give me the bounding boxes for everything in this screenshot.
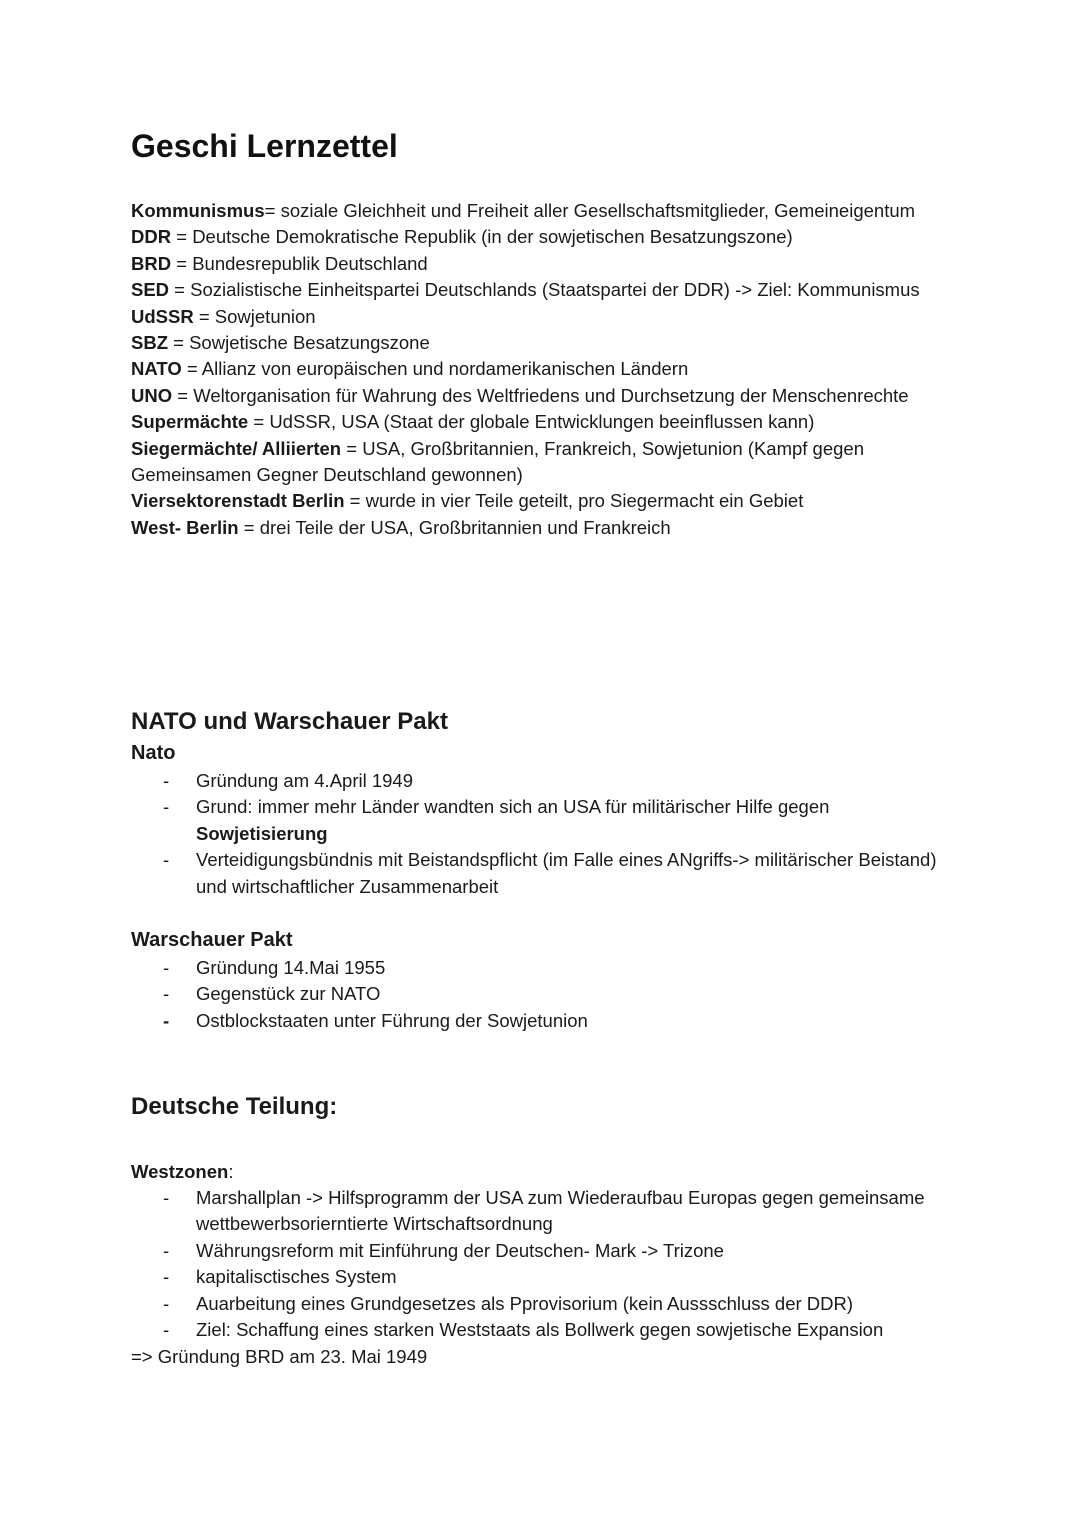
list-item — [131, 1238, 941, 1264]
glossary-term: DDR — [131, 226, 172, 248]
glossary-separator: = — [169, 279, 191, 301]
bullet-dash: - — [163, 1187, 170, 1208]
glossary-term: Viersektorenstadt Berlin — [131, 490, 345, 512]
glossary-entry — [131, 304, 931, 330]
bullet-dash: - — [163, 1292, 170, 1314]
list-item-text: Gegenstück zur NATO — [196, 983, 381, 1005]
glossary-entry — [131, 277, 931, 303]
glossary-separator: = — [181, 358, 202, 380]
glossary-term: SED — [131, 279, 170, 301]
list-item — [131, 794, 941, 847]
glossary-entry — [131, 251, 931, 277]
glossary-term: Siegermächte/ Alliierten — [131, 437, 342, 459]
list-item — [131, 1291, 941, 1317]
glossary-term: Supermächte — [131, 411, 249, 433]
nato-list — [131, 768, 941, 900]
glossary-separator: = — [171, 252, 193, 274]
glossary-entry — [131, 488, 931, 514]
glossary-entry — [131, 330, 931, 356]
glossary-separator: = — [248, 411, 270, 433]
list-item-text: Gründung am 4.April 1949 — [196, 770, 413, 791]
list-item-text: Ziel: Schaffung eines starken Weststaats als Bollwerk gegen sowjetische Expansion — [196, 1319, 884, 1341]
subheading-warschauer-pakt: Warschauer Pakt — [131, 929, 293, 951]
glossary-separator: = — [171, 226, 193, 248]
bullet-dash: - — [163, 796, 170, 818]
bullet-dash: - — [163, 1266, 170, 1288]
glossary-definition: Allianz von europäischen und nordamerikanischen Ländern — [201, 358, 689, 380]
glossary-separator: = — [341, 437, 363, 459]
glossary-entry — [131, 356, 931, 382]
glossary-entry — [131, 198, 931, 224]
glossary-entry — [131, 436, 931, 489]
glossary-term: NATO — [131, 358, 182, 380]
glossary-term: West- Berlin — [131, 516, 239, 538]
glossary — [131, 198, 931, 541]
bullet-dash: - — [163, 983, 170, 1005]
glossary-definition: drei Teile der USA, Großbritannien und Frankreich — [259, 516, 671, 538]
list-item — [131, 981, 941, 1007]
list-item — [131, 1008, 941, 1034]
glossary-term: SBZ — [131, 332, 168, 354]
list-item-text: kapitalisctisches System — [196, 1266, 397, 1288]
list-item — [131, 1264, 941, 1290]
page-title: Geschi Lernzettel — [131, 128, 398, 164]
section-heading-nato-warschau: NATO und Warschauer Pakt — [131, 708, 448, 735]
summary-line: => Gründung BRD am 23. Mai 1949 — [131, 1346, 428, 1367]
glossary-separator: = — [238, 516, 260, 538]
glossary-separator: = — [264, 200, 281, 221]
glossary-definition: USA, Großbritannien, Frankreich, Sowjetunion (Kampf gegen Gemeinsamen Gegner Deutschland gewonnen) — [131, 437, 864, 486]
westzonen-label — [131, 1159, 233, 1185]
bullet-dash: - — [163, 770, 170, 791]
bullet-dash: - — [163, 1239, 170, 1261]
glossary-entry — [131, 224, 931, 250]
list-item — [131, 1317, 941, 1343]
glossary-definition: Weltorganisation für Wahrung des Weltfriedens und Durchsetzung der Menschenrechte — [193, 384, 909, 406]
westzonen-label-text: Westzonen — [131, 1161, 229, 1182]
list-item — [131, 847, 941, 900]
glossary-term: UNO — [131, 384, 173, 406]
glossary-definition: Sozialistische Einheitspartei Deutschlands (Staatspartei der DDR) -> Ziel: Kommunismus — [190, 279, 920, 301]
warschau-list — [131, 955, 941, 1034]
list-item-text: Grund: immer mehr Länder wandten sich an USA für militärischer Hilfe gegen — [196, 796, 830, 818]
glossary-definition: Deutsche Demokratische Republik (in der sowjetischen Besatzungszone) — [192, 226, 793, 248]
glossary-definition: Sowjetunion — [214, 305, 316, 327]
westzonen-label-colon: : — [228, 1161, 234, 1182]
glossary-term: Kommunismus — [131, 200, 265, 221]
list-item-text: Währungsreform mit Einführung der Deutschen- Mark -> Trizone — [196, 1239, 724, 1261]
list-item-text: Gründung 14.Mai 1955 — [196, 957, 386, 978]
bullet-dash: - — [163, 957, 170, 978]
section-heading-deutsche-teilung: Deutsche Teilung: — [131, 1093, 338, 1120]
glossary-definition: wurde in vier Teile geteilt, pro Siegermacht ein Gebiet — [365, 490, 804, 512]
westzonen-list — [131, 1185, 941, 1343]
list-item-emphasis: Sowjetisierung — [196, 822, 328, 844]
glossary-separator: = — [193, 305, 215, 327]
list-item-text: Ostblockstaaten unter Führung der Sowjetunion — [196, 1009, 588, 1031]
list-item — [131, 955, 941, 981]
glossary-separator: = — [168, 332, 190, 354]
glossary-definition: Sowjetische Besatzungszone — [189, 332, 430, 354]
list-item-text: Marshallplan -> Hilfsprogramm der USA zum Wiederaufbau Europas gegen gemeinsame wettbewerbsorierntierte Wirtschaftsordnung — [196, 1187, 925, 1235]
list-item — [131, 1185, 941, 1238]
list-item — [131, 768, 941, 794]
subheading-nato: Nato — [131, 742, 176, 764]
glossary-term: UdSSR — [131, 305, 194, 327]
glossary-definition: Bundesrepublik Deutschland — [192, 252, 428, 274]
glossary-entry — [131, 409, 931, 435]
glossary-separator: = — [344, 490, 366, 512]
glossary-entry — [131, 383, 931, 409]
bullet-dash: - — [163, 1319, 170, 1341]
list-item-text: Verteidigungsbündnis mit Beistandspflicht (im Falle eines ANgriffs-> militärischer Beistand) und wirtschaftlicher Zusammenarbeit — [196, 849, 937, 897]
glossary-definition: UdSSR, USA (Staat der globale Entwicklungen beeinflussen kann) — [269, 411, 815, 433]
glossary-definition: soziale Gleichheit und Freiheit aller Gesellschaftsmitglieder, Gemeineigentum — [280, 200, 916, 221]
glossary-term: BRD — [131, 252, 172, 274]
list-item-text: Auarbeitung eines Grundgesetzes als Pprovisorium (kein Aussschluss der DDR) — [196, 1292, 854, 1314]
glossary-separator: = — [172, 384, 194, 406]
glossary-entry — [131, 515, 931, 541]
bullet-dash: - — [163, 1009, 170, 1031]
bullet-dash: - — [163, 849, 170, 871]
